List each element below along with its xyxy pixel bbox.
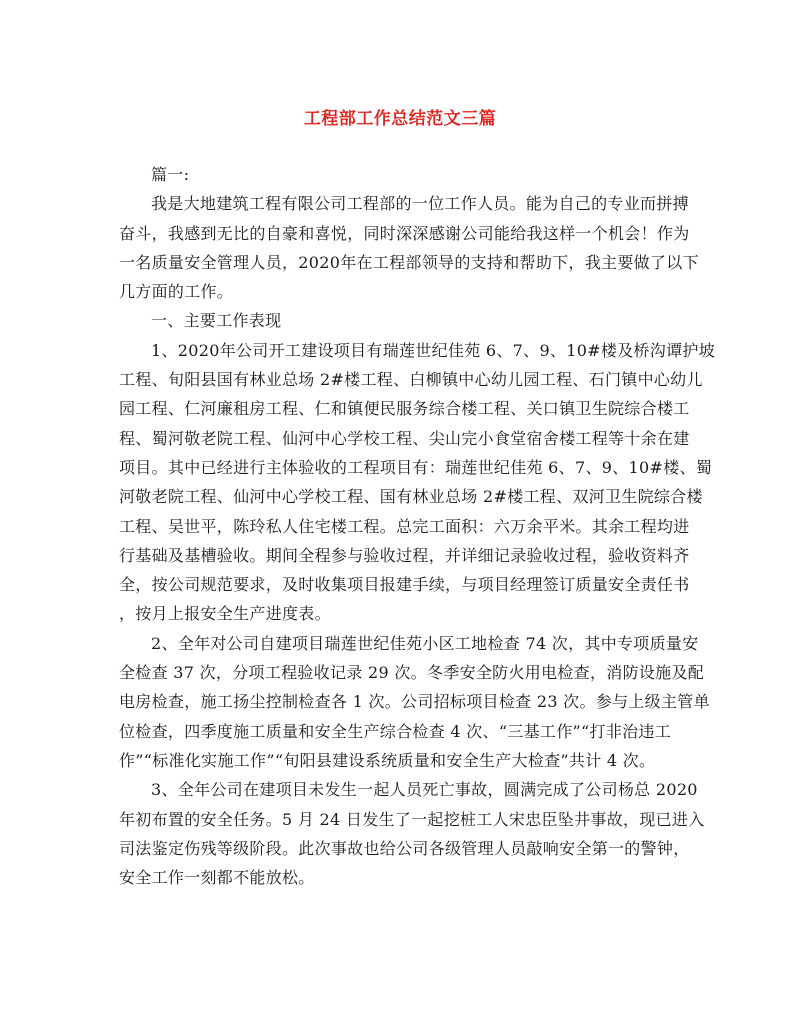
item-3-paragraph bbox=[119, 775, 705, 892]
item-3-line: 安全工作一刻都不能放松。 bbox=[119, 868, 315, 888]
item-1-line: 工程、旬阳县国有林业总场 2#楼工程、白柳镇中心幼儿园工程、石门镇中心幼儿 bbox=[119, 370, 703, 390]
intro-line: 奋斗，我感到无比的自豪和喜悦，同时深深感谢公司能给我这样一个机会！作为 bbox=[119, 223, 690, 243]
item-2-paragraph bbox=[119, 629, 710, 775]
intro-line: 我是大地建筑工程有限公司工程部的一位工作人员。能为自己的专业而拼搏 bbox=[151, 194, 689, 214]
item-1-line: ，按月上报安全生产进度表。 bbox=[119, 604, 331, 624]
item-2-line: 全检查 37 次，分项工程验收记录 29 次。冬季安全防火用电检查，消防设施及配 bbox=[119, 663, 705, 683]
item-3-line: 年初布置的安全任务。5 月 24 日发生了一起挖桩工人宋忠臣坠井事故，现已进入 bbox=[119, 809, 705, 829]
item-3-line: 3、全年公司在建项目未发生一起人员死亡事故，圆满完成了公司杨总 2020 bbox=[151, 780, 698, 800]
item-3-line: 司法鉴定伤残等级阶段。此次事故也给公司各级管理人员敲响安全第一的警钟， bbox=[119, 838, 690, 858]
item-2-line: 位检查，四季度施工质量和安全生产综合检查 4 次、“三基工作”“打非治违工 bbox=[119, 721, 671, 741]
item-1-line: 1、2020年公司开工建设项目有瑞莲世纪佳苑 6、7、9、10#楼及桥沟谭护坡 bbox=[151, 340, 715, 360]
item-1-line: 工程、吴世平，陈玲私人住宅楼工程。总完工面积：六万余平米。其余工程均进 bbox=[119, 516, 690, 536]
section-label: 篇一: bbox=[151, 165, 190, 184]
section-heading: 一、主要工作表现 bbox=[151, 311, 282, 331]
item-1-line: 程、蜀河敬老院工程、仙河中心学校工程、尖山完小食堂宿舍楼工程等十余在建 bbox=[119, 428, 690, 448]
document-title: 工程部工作总结范文三篇 bbox=[303, 109, 497, 129]
intro-paragraph bbox=[119, 189, 699, 306]
intro-line: 几方面的工作。 bbox=[119, 282, 234, 302]
item-2-line: 2、全年对公司自建项目瑞莲世纪佳苑小区工地检查 74 次，其中专项质量安 bbox=[151, 633, 699, 653]
document-body bbox=[119, 160, 715, 892]
item-1-line: 全，按公司规范要求，及时收集项目报建手续，与项目经理签订质量安全责任书 bbox=[119, 575, 690, 595]
item-1-line: 河敬老院工程、仙河中心学校工程、国有林业总场 2#楼工程、双河卫生院综合楼 bbox=[119, 487, 703, 507]
item-1-line: 行基础及基槽验收。期间全程参与验收过程，并详细记录验收过程，验收资料齐 bbox=[119, 545, 690, 565]
item-1-line: 项目。其中已经进行主体验收的工程项目有：瑞莲世纪佳苑 6、7、9、10#楼、蜀 bbox=[119, 457, 713, 477]
intro-line: 一名质量安全管理人员，2020年在工程部领导的支持和帮助下，我主要做了以下 bbox=[119, 252, 699, 272]
item-2-line: 作”“标准化实施工作”“旬阳县建设系统质量和安全生产大检查”共计 4 次。 bbox=[119, 750, 656, 770]
item-1-paragraph bbox=[119, 336, 715, 629]
item-2-line: 电房检查，施工扬尘控制检查各 1 次。公司招标项目检查 23 次。参与上级主管单 bbox=[119, 692, 710, 712]
item-1-line: 园工程、仁河廉租房工程、仁和镇便民服务综合楼工程、关口镇卫生院综合楼工 bbox=[119, 399, 690, 419]
